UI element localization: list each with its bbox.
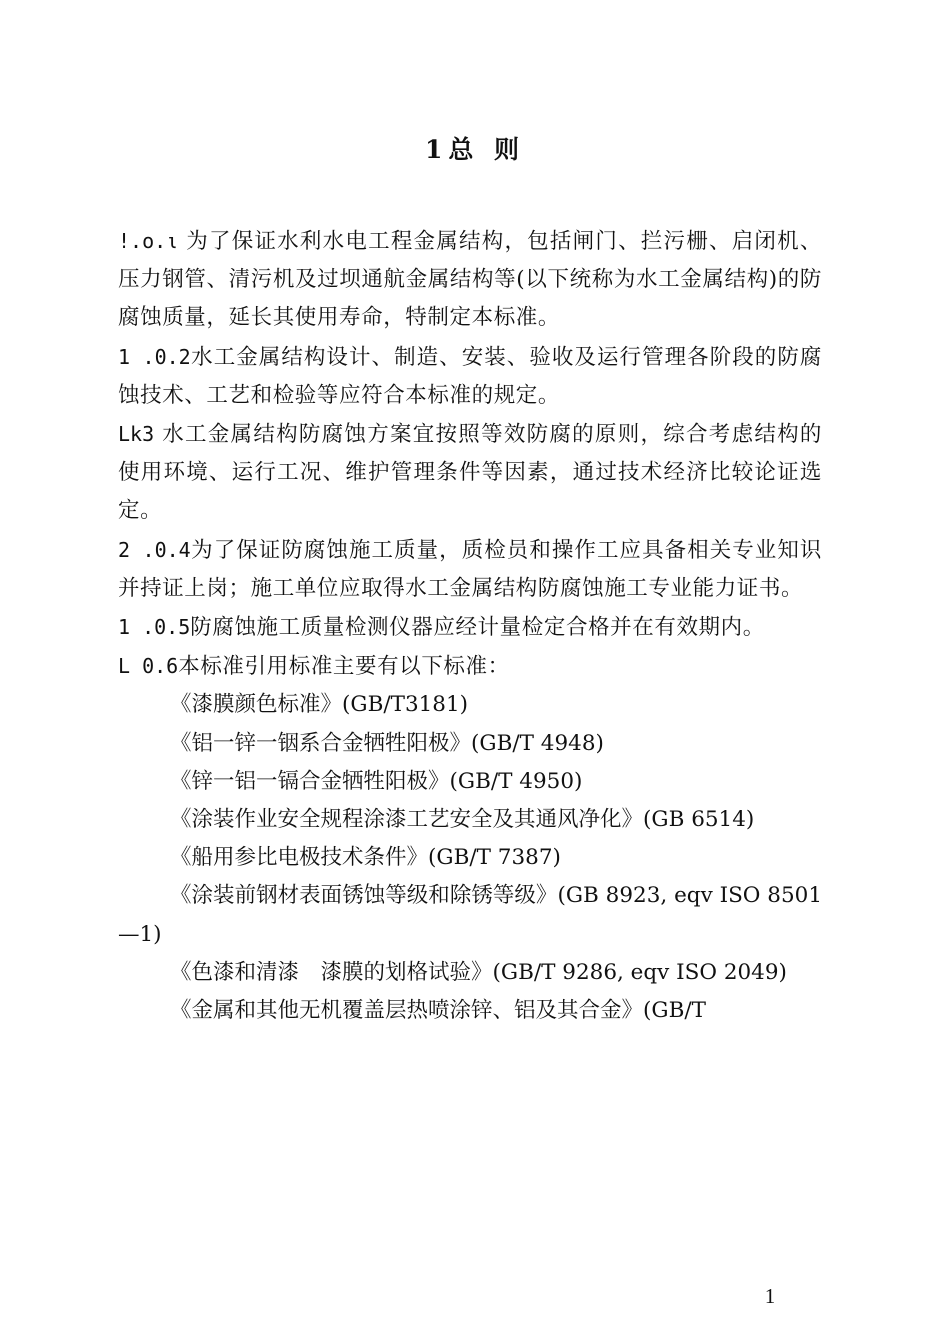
clause-text: 水工金属结构防腐蚀方案宜按照等效防腐的原则，综合考虑结构的使用环境、运行工况、维护管理条件等因素，通过技术经济比较论证选定。 — [118, 422, 822, 524]
clause-text: 水工金属结构设计、制造、安装、验收及运行管理各阶段的防腐蚀技术、工艺和检验等应符合本标准的规定。 — [118, 344, 822, 408]
clause-number: 1 .0.2 — [118, 344, 191, 369]
clause-1-0-3 — [118, 415, 822, 531]
reference-item: 《金属和其他无机覆盖层热喷涂锌、铝及其合金》(GB/T — [170, 998, 706, 1024]
clause-text: 防腐蚀施工质量检测仪器应经计量检定合格并在有效期内。 — [190, 615, 765, 641]
clause-1-0-1 — [118, 222, 822, 338]
clause-text: 本标准引用标准主要有以下标准： — [178, 654, 510, 680]
reference-item: 《船用参比电极技术条件》(GB/T 7387) — [170, 845, 561, 871]
clause-number: !.o.ι — [118, 229, 179, 253]
chapter-title: 1总 则 — [424, 135, 526, 164]
clause-1-0-6 — [118, 647, 822, 686]
reference-item: 《涂装前钢材表面锈蚀等级和除锈等级》(GB 8923, eqv ISO 8501—1) — [118, 883, 822, 947]
clause-text: 为了保证防腐蚀施工质量，质检员和操作工应具备相关专业知识并持证上岗；施工单位应取得水工金属结构防腐蚀施工专业能力证书。 — [118, 537, 822, 601]
clause-number: 2 .0.4 — [118, 537, 191, 562]
reference-item: 《漆膜颜色标准》(GB/T3181) — [170, 692, 469, 718]
clause-number: Lk3 — [118, 422, 155, 447]
page-number: 1 — [764, 1284, 776, 1308]
body-text — [118, 222, 822, 1030]
reference-item: 《铝一锌一铟系合金牺牲阳极》(GB/T 4948) — [170, 730, 604, 756]
clause-1-0-5 — [118, 608, 822, 647]
clause-number: L 0.6 — [118, 654, 179, 679]
clause-1-0-4 — [118, 531, 822, 608]
reference-item: 《色漆和清漆 漆膜的划格试验》(GB/T 9286, eqv ISO 2049) — [170, 959, 787, 985]
clause-number: 1 .0.5 — [118, 615, 191, 640]
reference-item: 《涂装作业安全规程涂漆工艺安全及其通风净化》(GB 6514) — [170, 807, 755, 833]
clause-text: 为了保证水利水电工程金属结构，包括闸门、拦污栅、启闭机、压力钢管、清污机及过坝通航金属结构等(以下统称为水工金属结构)的防腐蚀质量，延长其使用寿命，特制定本标准。 — [118, 229, 822, 331]
clause-1-0-2 — [118, 338, 822, 415]
reference-item: 《锌一铝一镉合金牺牲阳极》(GB/T 4950) — [170, 768, 583, 794]
